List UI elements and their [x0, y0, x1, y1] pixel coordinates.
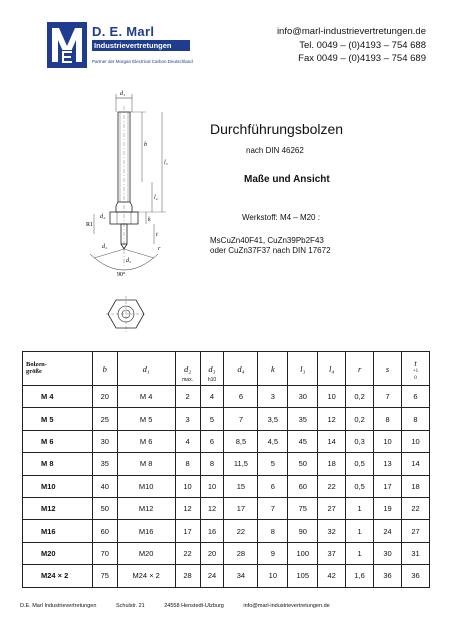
company-name: D. E. Marl — [92, 24, 155, 39]
table-cell: M20 — [117, 542, 175, 564]
table-cell: 4,5 — [258, 430, 288, 452]
footer-street: Schulstr. 21 — [115, 603, 145, 609]
table-cell: 27 — [402, 520, 430, 542]
label-t: t — [156, 232, 158, 238]
label-l3: l₃ — [164, 160, 168, 166]
bolt-drawing — [80, 86, 190, 281]
table-cell: 14 — [318, 430, 346, 452]
table-cell: 27 — [318, 497, 346, 519]
table-cell: M12 — [117, 497, 175, 519]
header-d1: d₁ — [117, 352, 175, 386]
table-cell: 8 — [258, 520, 288, 542]
table-row — [23, 386, 430, 408]
table-row — [23, 542, 430, 564]
label-R1: R1 — [86, 222, 94, 228]
table-cell: 24 — [200, 565, 224, 587]
table-row — [23, 430, 430, 452]
table-cell: 12 — [200, 497, 224, 519]
table-cell: 20 — [200, 542, 224, 564]
table-cell: 6 — [200, 430, 224, 452]
table-cell: 1 — [346, 520, 374, 542]
table-cell: 3 — [258, 386, 288, 408]
label-k: k — [148, 217, 151, 223]
table-cell: 36 — [402, 565, 430, 587]
table-cell: 18 — [402, 475, 430, 497]
table-cell: 0,2 — [346, 386, 374, 408]
table-cell: M 6 — [117, 430, 175, 452]
table-cell: 0,2 — [346, 408, 374, 430]
footer-email[interactable]: info@marl-industrievertretungen.de — [243, 603, 330, 609]
cell-bolt-size: M 6 — [23, 430, 93, 452]
company-logo — [47, 22, 87, 68]
table-cell: 10 — [200, 475, 224, 497]
table-cell: 60 — [92, 520, 117, 542]
table-cell: 34 — [224, 565, 258, 587]
cell-bolt-size: M16 — [23, 520, 93, 542]
table-cell: 10 — [318, 386, 346, 408]
table-cell: 22 — [175, 542, 200, 564]
table-cell: M10 — [117, 475, 175, 497]
section-heading: Maße und Ansicht — [244, 174, 330, 185]
table-cell: 30 — [374, 542, 402, 564]
table-cell: 15 — [224, 475, 258, 497]
table-cell: 17 — [374, 475, 402, 497]
table-cell: 42 — [318, 565, 346, 587]
material-spec — [210, 236, 331, 256]
company-tagline: Partner der Morgan Electrical Carbon Deutschland — [92, 59, 193, 64]
table-cell: 22 — [224, 520, 258, 542]
table-cell: 7 — [224, 408, 258, 430]
table-cell: 18 — [318, 453, 346, 475]
header-s: s — [374, 352, 402, 386]
document-title: Durchführungsbolzen — [210, 121, 344, 137]
table-cell: 10 — [258, 565, 288, 587]
table-cell: 5 — [200, 408, 224, 430]
company-subtitle: Industrievertretungen — [92, 40, 190, 51]
table-cell: 16 — [200, 520, 224, 542]
table-cell: 7 — [258, 497, 288, 519]
header-b: b — [92, 352, 117, 386]
table-cell: 5 — [258, 453, 288, 475]
label-d3: d₃ — [126, 258, 132, 264]
table-cell: 13 — [374, 453, 402, 475]
table-cell: 75 — [288, 497, 318, 519]
table-cell: 10 — [402, 430, 430, 452]
table-cell: 50 — [92, 497, 117, 519]
dimensions-table — [22, 351, 430, 588]
table-cell: 17 — [224, 497, 258, 519]
table-cell: 30 — [92, 430, 117, 452]
table-cell: 31 — [402, 542, 430, 564]
cell-bolt-size: M12 — [23, 497, 93, 519]
table-cell: M 4 — [117, 386, 175, 408]
table-cell: 25 — [92, 408, 117, 430]
table-row — [23, 475, 430, 497]
header-bolzen: Bolzen- größe — [23, 352, 93, 386]
table-cell: M24 × 2 — [117, 565, 175, 587]
table-header-row — [23, 352, 430, 386]
table-cell: 105 — [288, 565, 318, 587]
table-cell: 35 — [288, 408, 318, 430]
table-cell: 28 — [175, 565, 200, 587]
table-cell: 1,6 — [346, 565, 374, 587]
cell-bolt-size: M24 × 2 — [23, 565, 93, 587]
table-row — [23, 453, 430, 475]
material-line-2: oder CuZn37F37 nach DIN 17672 — [210, 246, 331, 255]
material-line-1: MsCuZn40F41, CuZn39Pb2F43 — [210, 236, 324, 245]
header-d4: d₄ — [224, 352, 258, 386]
table-cell: 37 — [318, 542, 346, 564]
footer — [20, 603, 432, 609]
contact-email[interactable]: info@marl-industrievertretungen.de — [276, 26, 426, 37]
table-cell: 4 — [200, 386, 224, 408]
label-angle: 90° — [117, 272, 126, 278]
label-d4: d₄ — [100, 214, 106, 220]
table-cell: 12 — [175, 497, 200, 519]
header-l4: l₄ — [318, 352, 346, 386]
table-cell: 19 — [374, 497, 402, 519]
document-standard: nach DIN 46262 — [246, 146, 304, 155]
table-cell: 10 — [374, 430, 402, 452]
table-row — [23, 565, 430, 587]
header-k: k — [258, 352, 288, 386]
label-d2: d₂ — [102, 244, 108, 250]
table-cell: 11,5 — [224, 453, 258, 475]
contact-fax: Fax 0049 – (0)4193 – 754 689 — [298, 53, 426, 64]
table-cell: 2 — [175, 386, 200, 408]
cell-bolt-size: M 8 — [23, 453, 93, 475]
table-row — [23, 497, 430, 519]
cell-bolt-size: M10 — [23, 475, 93, 497]
footer-city: 24558 Henstedt-Ulzburg — [164, 603, 224, 609]
table-cell: 22 — [402, 497, 430, 519]
cell-bolt-size: M20 — [23, 542, 93, 564]
table-cell: 70 — [92, 542, 117, 564]
table-cell: 8,5 — [224, 430, 258, 452]
table-cell: 8 — [175, 453, 200, 475]
table-cell: 40 — [92, 475, 117, 497]
table-cell: 9 — [258, 542, 288, 564]
table-cell: 14 — [402, 453, 430, 475]
table-cell: 6 — [402, 386, 430, 408]
table-cell: 6 — [224, 386, 258, 408]
table-cell: 3 — [175, 408, 200, 430]
header-r: r — [346, 352, 374, 386]
table-cell: 75 — [92, 565, 117, 587]
table-cell: 3,5 — [258, 408, 288, 430]
label-l4: l₄ — [154, 195, 158, 201]
label-r: r — [158, 246, 161, 252]
header-l3: l₃ — [288, 352, 318, 386]
cell-bolt-size: M 4 — [23, 386, 93, 408]
header-d2: d₂ max. — [175, 352, 200, 386]
table-cell: 30 — [288, 386, 318, 408]
table-cell: 8 — [374, 408, 402, 430]
label-b: b — [144, 142, 147, 148]
table-cell: 50 — [288, 453, 318, 475]
table-cell: 1 — [346, 542, 374, 564]
table-cell: 32 — [318, 520, 346, 542]
table-cell: M16 — [117, 520, 175, 542]
table-cell: 7 — [374, 386, 402, 408]
table-cell: 100 — [288, 542, 318, 564]
table-cell: 0,5 — [346, 453, 374, 475]
table-cell: 17 — [175, 520, 200, 542]
table-cell: 20 — [92, 386, 117, 408]
table-row — [23, 520, 430, 542]
table-row — [23, 408, 430, 430]
table-cell: 36 — [374, 565, 402, 587]
header-t: t +1 0 — [402, 352, 430, 386]
table-cell: 0,5 — [346, 475, 374, 497]
table-cell: 8 — [402, 408, 430, 430]
table-cell: 90 — [288, 520, 318, 542]
table-cell: 4 — [175, 430, 200, 452]
material-label: Werkstoff: M4 – M20 : — [242, 213, 320, 222]
table-cell: 0,3 — [346, 430, 374, 452]
table-cell: 8 — [200, 453, 224, 475]
table-cell: 1 — [346, 497, 374, 519]
table-cell: 6 — [258, 475, 288, 497]
contact-phone: Tel. 0049 – (0)4193 – 754 688 — [299, 40, 426, 51]
footer-company: D.E. Marl Industrievertretungen — [20, 603, 97, 609]
table-cell: 35 — [92, 453, 117, 475]
table-cell: 60 — [288, 475, 318, 497]
table-cell: 28 — [224, 542, 258, 564]
table-cell: 12 — [318, 408, 346, 430]
hex-top-view — [106, 296, 146, 332]
cell-bolt-size: M 5 — [23, 408, 93, 430]
table-cell: M 5 — [117, 408, 175, 430]
table-cell: 10 — [175, 475, 200, 497]
table-cell: 22 — [318, 475, 346, 497]
table-cell: 24 — [374, 520, 402, 542]
table-cell: M 8 — [117, 453, 175, 475]
label-d1: d₁ — [120, 91, 126, 97]
header-d3: d₃ h10 — [200, 352, 224, 386]
table-cell: 45 — [288, 430, 318, 452]
